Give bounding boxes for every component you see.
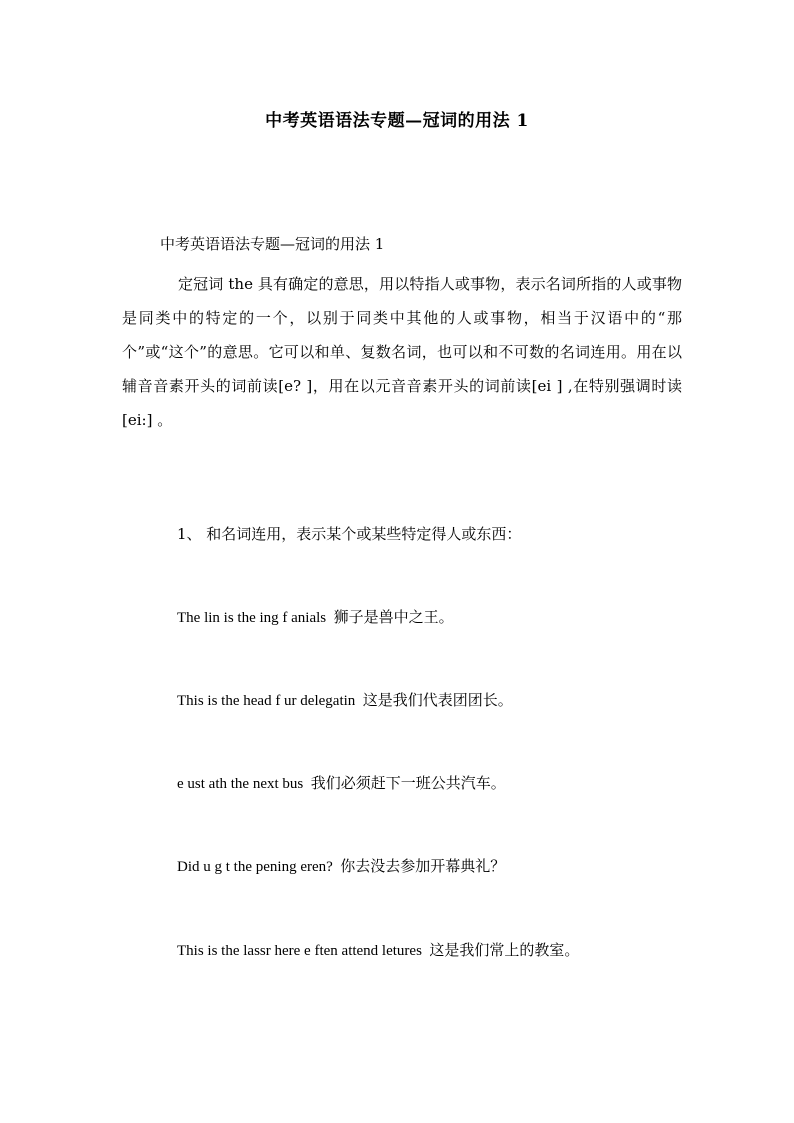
example-english: This is the lassr here e ften attend letures bbox=[177, 943, 422, 959]
subtitle: 中考英语语法专题—冠词的用法 1 bbox=[160, 235, 385, 253]
section-heading: 1、 和名词连用，表示某个或某些特定得人或东西： bbox=[177, 525, 522, 543]
page-title: 中考英语语法专题—冠词的用法 1 bbox=[265, 111, 529, 131]
example-sentence bbox=[177, 689, 513, 710]
example-english: e ust ath the next bus bbox=[177, 776, 304, 792]
example-chinese: 你去没去参加开幕典礼？ bbox=[340, 857, 506, 875]
example-english: The lin is the ing f anials bbox=[177, 610, 327, 626]
example-sentence bbox=[177, 939, 579, 960]
example-english: This is the head f ur delegatin bbox=[177, 693, 356, 709]
example-chinese: 狮子是兽中之王。 bbox=[333, 608, 454, 626]
intro-paragraph: 定冠词 the 具有确定的意思，用以特指人或事物，表示名词所指的人或事物是同类中的特定的一个，以别于同类中其他的人或事物，相当于汉语中的“那个”或“这个”的意思。它可以和单、复数名词，也可以和不可数的名词连用。用在以辅音音素开头的词前读[e? ]，用在以元音音素开头的词前读[ei ] ,在特别强调时读[ei:] 。 bbox=[122, 275, 682, 429]
example-english: Did u g t the pening eren? bbox=[177, 859, 333, 875]
example-chinese: 这是我们代表团团长。 bbox=[362, 691, 513, 709]
example-chinese: 我们必须赶下一班公共汽车。 bbox=[310, 774, 506, 792]
example-sentence bbox=[177, 772, 506, 793]
example-sentence bbox=[177, 855, 505, 876]
example-sentence bbox=[177, 606, 454, 627]
example-chinese: 这是我们常上的教室。 bbox=[429, 941, 580, 959]
